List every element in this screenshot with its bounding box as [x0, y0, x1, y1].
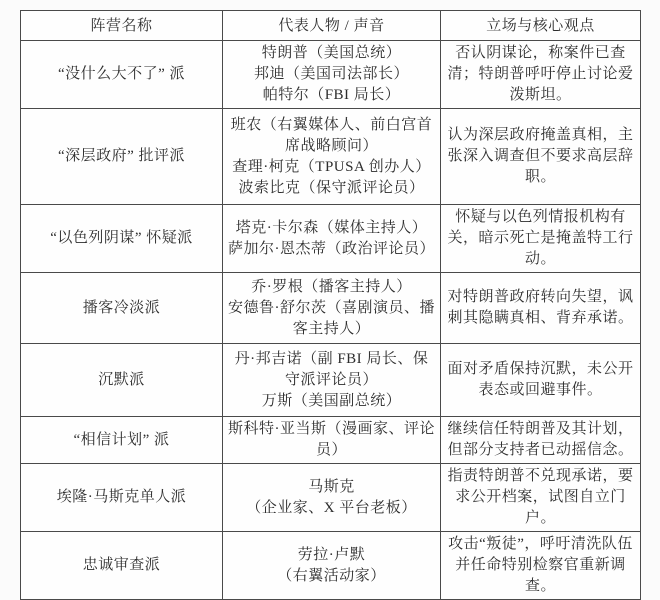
table-row: [21, 464, 641, 532]
camp-cell: “以色列阴谋” 怀疑派: [21, 205, 223, 273]
person-line: 安德鲁·舒尔茨（喜剧演员、播客主持人）: [228, 299, 435, 337]
table-row: [21, 41, 641, 109]
table-row: [21, 344, 641, 417]
header-representatives: 代表人物 / 声音: [223, 11, 441, 41]
camp-cell: 沉默派: [21, 344, 223, 417]
camp-cell: 忠诚审查派: [21, 532, 223, 600]
person-line: （右翼活动家）: [277, 567, 386, 584]
person-line: 劳拉·卢默: [297, 546, 366, 563]
camps-table: [20, 10, 641, 600]
people-cell: [223, 273, 441, 344]
people-cell: [223, 532, 441, 600]
person-line: 邦迪（美国司法部长）: [253, 66, 409, 82]
person-line: 波索比克（保守派评论员）: [238, 179, 425, 196]
table-header-row: [21, 11, 641, 41]
camp-cell: 埃隆·马斯克单人派: [21, 464, 223, 532]
camp-cell: “没什么大不了” 派: [21, 41, 223, 109]
person-line: 班农（右翼媒体人、前白宫首席战略顾问）: [230, 116, 433, 154]
person-line: 特朗普（美国总统）: [261, 45, 402, 61]
stance-cell: 面对矛盾保持沉默，未公开表态或回避事件。: [441, 344, 641, 417]
person-line: 万斯（美国副总统）: [261, 392, 402, 409]
people-cell: [223, 344, 441, 417]
stance-cell: 对特朗普政府转向失望，讽刺其隐瞒真相、背弃承诺。: [441, 273, 641, 344]
camp-cell: “深层政府” 批评派: [21, 109, 223, 205]
stance-cell: 怀疑与以色列情报机构有关，暗示死亡是掩盖特工行动。: [441, 205, 641, 273]
people-cell: [223, 417, 441, 464]
person-line: 帕特尔（FBI 局长）: [262, 87, 401, 103]
person-line: 查理·柯克（TPUSA 创办人）: [232, 158, 431, 175]
stance-cell: 攻击“叛徒”，呼吁清洗队伍并任命特别检察官重新调查。: [441, 532, 641, 600]
table-row: [21, 417, 641, 464]
header-camp-name: 阵营名称: [21, 11, 223, 41]
stance-cell: 认为深层政府掩盖真相，主张深入调查但不要求高层辞职。: [441, 109, 641, 205]
people-cell: [223, 464, 441, 532]
stance-cell: 指责特朗普不兑现承诺，要求公开档案，试图自立门户。: [441, 464, 641, 532]
table-row: [21, 205, 641, 273]
person-line: 丹·邦吉诺（副 FBI 局长、保守派评论员）: [234, 350, 429, 388]
people-cell: [223, 109, 441, 205]
person-line: 萨加尔·恩杰蒂（政治评论员）: [228, 240, 435, 257]
people-cell: [223, 41, 441, 109]
table-row: [21, 273, 641, 344]
people-cell: [223, 205, 441, 273]
person-line: 马斯克: [308, 478, 355, 495]
person-line: 塔克·卡尔森（媒体主持人）: [235, 219, 428, 236]
camp-cell: 播客冷淡派: [21, 273, 223, 344]
person-line: （企业家、X 平台老板）: [246, 499, 417, 516]
table-row: [21, 109, 641, 205]
person-line: 斯科特·亚当斯（漫画家、评论员）: [228, 421, 435, 458]
stance-cell: 继续信任特朗普及其计划，但部分支持者已动摇信念。: [441, 417, 641, 464]
person-line: 乔·罗根（播客主持人）: [251, 278, 412, 295]
table-row: [21, 532, 641, 600]
camp-cell: “相信计划” 派: [21, 417, 223, 464]
stance-cell: 否认阴谋论，称案件已查清；特朗普呼吁停止讨论爱泼斯坦。: [441, 41, 641, 109]
header-stance: 立场与核心观点: [441, 11, 641, 41]
